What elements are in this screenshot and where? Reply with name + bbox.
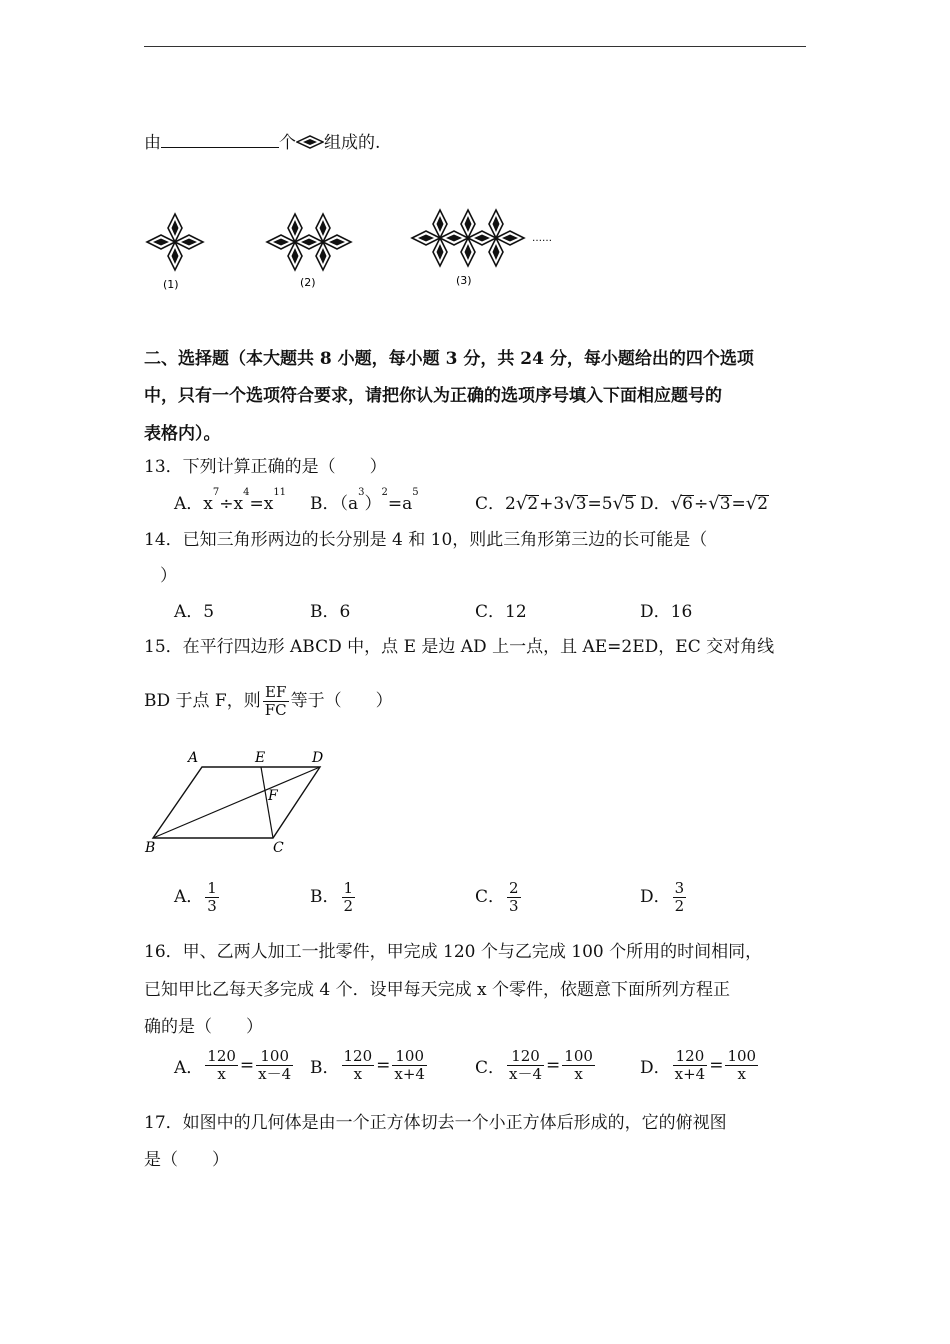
q15-ratio-fraction: $\frac{EF}{FC}$ bbox=[264, 683, 287, 719]
pattern-1 bbox=[147, 214, 203, 270]
q13-stem: 13．下列计算正确的是（ ） bbox=[144, 457, 387, 477]
q16-stem-line1: 16．甲、乙两人加工一批零件，甲完成 120 个与乙完成 100 个所用的时间相同， bbox=[144, 942, 763, 962]
section2-heading-line3: 表格内）。 bbox=[144, 424, 221, 444]
label-d: D bbox=[312, 750, 324, 766]
q16-option-c[interactable]: C． $\frac{120}{x-4}$ = $\frac{100}{x}$ bbox=[475, 1047, 593, 1083]
q16-option-b[interactable]: B． $\frac{120}{x}$ = $\frac{100}{x+4}$ bbox=[310, 1047, 425, 1083]
answer-blank[interactable] bbox=[161, 133, 279, 148]
q15-stem-line2: BD 于点 F，则 $\frac{EF}{FC}$ 等于（ ） bbox=[144, 683, 393, 719]
q14-option-a[interactable]: A．5 bbox=[174, 602, 215, 622]
label-c: C bbox=[273, 840, 284, 856]
q16-stem-line2: 已知甲比乙每天多完成 4 个．设甲每天完成 x 个零件，依题意下面所列方程正 bbox=[144, 980, 731, 1000]
q14-option-d[interactable]: D．16 bbox=[640, 602, 693, 622]
pattern-2 bbox=[267, 214, 351, 270]
q17-stem-line2: 是（ ） bbox=[144, 1150, 229, 1170]
q15-option-d[interactable]: D． $\frac{3}{2}$ bbox=[640, 879, 685, 915]
section2-heading-line2: 中，只有一个选项符合要求，请把你认为正确的选项序号填入下面相应题号的 bbox=[144, 386, 722, 406]
fill-suffix-b: 组成的. bbox=[324, 133, 381, 153]
section2-heading-line1: 二、选择题（本大题共 8 小题，每小题 3 分，共 24 分，每小题给出的四个选项 bbox=[144, 349, 754, 369]
radical-icon: √ bbox=[670, 493, 683, 514]
pattern-label-1: (1) bbox=[163, 278, 179, 291]
q14-stem-end: ） bbox=[160, 566, 177, 586]
label-a: A bbox=[188, 750, 199, 766]
q13-option-a[interactable]: A．$x^7\div x^4=x^{11}$ bbox=[174, 487, 287, 514]
radical-icon: √ bbox=[745, 493, 758, 514]
q13-option-d[interactable]: D．√6÷√3=√2 bbox=[640, 493, 769, 514]
fill-blank-line bbox=[144, 128, 380, 153]
q15-stem: 15．在平行四边形 ABCD 中，点 E 是边 AD 上一点，且 AE=2ED，EC 交对角线 bbox=[144, 637, 775, 657]
q13-option-b[interactable]: B．$(a^3)^2=a^5$ bbox=[310, 487, 419, 514]
q17-stem-line1: 17．如图中的几何体是由一个正方体切去一个小正方体后形成的，它的俯视图 bbox=[144, 1113, 727, 1133]
pattern-label-2: (2) bbox=[300, 276, 316, 289]
q14-option-b[interactable]: B．6 bbox=[310, 602, 351, 622]
rhombus-unit-icon bbox=[296, 135, 324, 149]
q14-stem: 14．已知三角形两边的长分别是 4 和 10，则此三角形第三边的长可能是（ bbox=[144, 530, 708, 550]
label-e: E bbox=[255, 750, 266, 766]
radical-icon: √ bbox=[564, 493, 576, 514]
q13-option-c[interactable]: C．2√2+3√3=5√5 bbox=[475, 493, 635, 514]
label-b: B bbox=[145, 840, 156, 856]
fill-suffix-a: 个 bbox=[279, 133, 296, 153]
header-rule bbox=[144, 46, 806, 47]
pattern-ellipsis: …… bbox=[532, 233, 552, 244]
fill-prefix: 由 bbox=[144, 133, 161, 153]
q16-option-a[interactable]: A． $\frac{120}{x}$ = $\frac{100}{x-4}$ bbox=[174, 1047, 292, 1083]
pattern-label-3: (3) bbox=[456, 274, 472, 287]
pattern-figures bbox=[140, 200, 580, 300]
q15-option-b[interactable]: B． $\frac{1}{2}$ bbox=[310, 879, 354, 915]
q16-option-d[interactable]: D． $\frac{120}{x+4}$ = $\frac{100}{x}$ bbox=[640, 1047, 757, 1083]
radical-icon: √ bbox=[515, 493, 528, 514]
label-f: F bbox=[268, 788, 278, 804]
radical-icon: √ bbox=[612, 493, 625, 514]
q15-option-c[interactable]: C． $\frac{2}{3}$ bbox=[475, 879, 519, 915]
parallelogram-figure bbox=[140, 745, 340, 860]
q14-option-c[interactable]: C．12 bbox=[475, 602, 527, 622]
q15-option-a[interactable]: A． $\frac{1}{3}$ bbox=[174, 879, 217, 915]
q16-stem-line3: 确的是（ ） bbox=[144, 1017, 263, 1037]
pattern-3 bbox=[412, 210, 524, 266]
radical-icon: √ bbox=[708, 493, 720, 514]
